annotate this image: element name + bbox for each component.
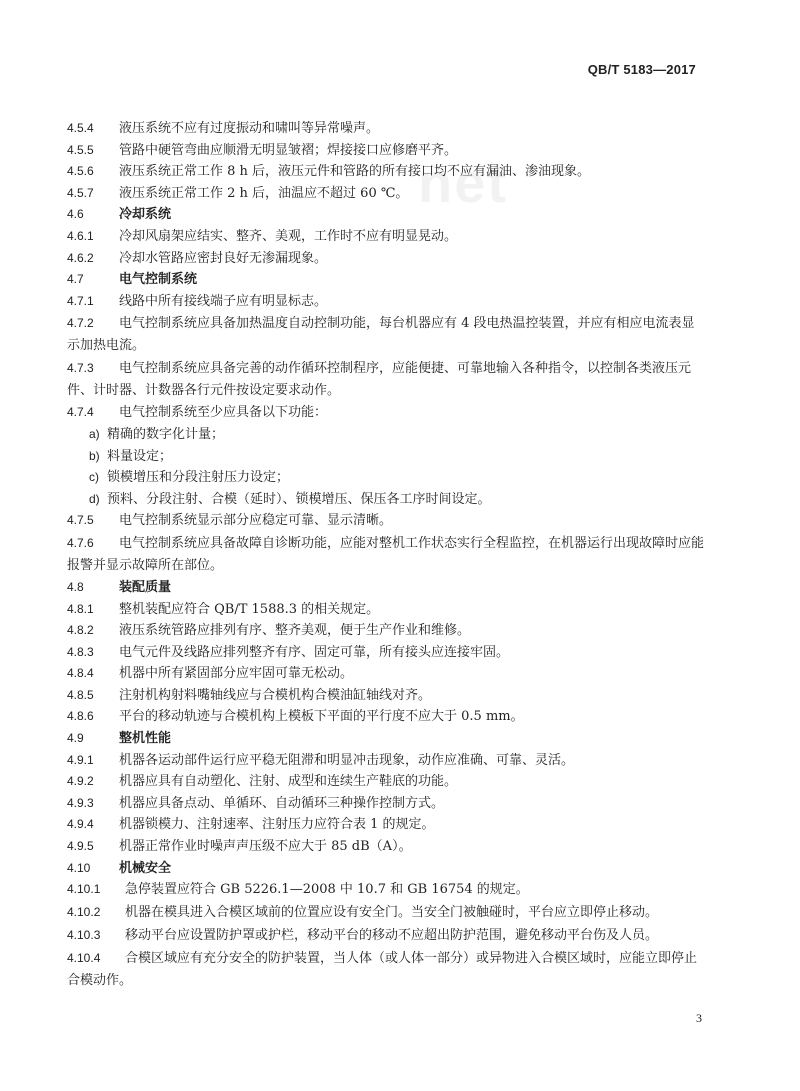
clause-4-5-6 [67,161,707,183]
clause-4-9-1 [67,750,707,772]
clause-4-8-5 [67,685,707,707]
clause-4-10-2 [67,901,707,924]
clause-text: 急停装置应符合 GB 5226.1—2008 中 10.7 和 GB 16754 的规定。 [125,882,529,898]
section-heading-4-8 [67,577,707,599]
list-label: d) [89,491,100,506]
clause-4-10-4 [67,947,707,992]
clause-number: 4.7.6 [67,535,94,550]
clause-number: 4.6.2 [67,250,94,265]
clause-4-7-2 [67,312,707,357]
clause-text: 电气控制系统应具备完善的动作循环控制程序，应能便捷、可靠地输入各种指令，以控制各类液压元件、计时器、计数器各行元件按设定要求动作。 [67,361,692,399]
section-heading-4-7 [67,269,707,291]
clause-4-8-4 [67,663,707,685]
clause-text: 机器正常作业时噪声声压级不应大于 85 dB（A）。 [119,839,412,855]
clause-text: 管路中硬管弯曲应顺滑无明显皱褶；焊接接口应修磨平齐。 [119,142,458,158]
clause-number: 4.9.1 [67,752,94,767]
list-item-b [67,446,707,468]
clause-number: 4.8.5 [67,687,94,702]
clause-4-5-7 [67,183,707,205]
clause-number: 4.9.4 [67,817,94,832]
list-text: 锁模增压和分段注射压力设定； [107,470,290,486]
clause-text: 电气控制系统应具备故障自诊断功能，应能对整机工作状态实行全程监控，在机器运行出现故障时应能报警并显示故障所在部位。 [67,535,705,573]
section-title: 装配质量 [119,579,172,595]
clause-4-6-1 [67,226,707,248]
clause-text: 液压系统正常工作 8 h 后，液压元件和管路的所有接口均不应有漏油、渗油现象。 [119,164,591,180]
clause-4-8-1 [67,599,707,621]
list-item-c [67,467,707,489]
clause-4-9-3 [67,793,707,815]
clause-number: 4.10.2 [67,904,101,919]
clause-number: 4.8.6 [67,709,94,724]
clause-text: 液压系统正常工作 2 h 后，油温应不超过 60 ℃。 [119,185,409,201]
clause-number: 4.8.1 [67,601,94,616]
clause-text: 液压系统不应有过度振动和啸叫等异常噪声。 [119,121,380,136]
section-number: 4.6 [67,207,84,222]
clause-4-7-3 [67,357,707,402]
clause-text: 液压系统管路应排列有序、整齐美观，便于生产作业和维修。 [119,623,471,639]
section-number: 4.7 [67,272,84,287]
clause-text: 机器中所有紧固部分应牢固可靠无松动。 [119,666,354,682]
clause-text: 冷却风扇架应结实、整齐、美观，工作时不应有明显晃动。 [119,228,458,244]
clause-text: 注射机构射料嘴轴线应与合模机构合模油缸轴线对齐。 [119,687,432,703]
section-title: 整机性能 [119,731,172,747]
clause-text: 平台的移动轨迹与合模机构上模板下平面的平行度不应大于 0.5 mm。 [119,709,524,725]
list-label: b) [89,448,100,463]
clause-4-7-6 [67,532,707,577]
clause-number: 4.10.4 [67,950,101,965]
clause-number: 4.10.3 [67,927,101,942]
clause-4-9-4 [67,814,707,836]
clause-text: 整机装配应符合 QB/T 1588.3 的相关规定。 [119,601,380,617]
clause-text: 冷却水管路应密封良好无渗漏现象。 [119,250,328,266]
clause-number: 4.7.2 [67,316,94,331]
list-text: 预料、分段注射、合模（延时）、锁模增压、保压各工序时间设定。 [107,491,491,507]
clause-4-6-2 [67,248,707,270]
clause-text: 电气元件及线路应排列整齐有序、固定可靠，所有接头应连接牢固。 [119,644,510,660]
clause-4-8-3 [67,642,707,664]
list-item-a [67,424,707,446]
clause-number: 4.9.2 [67,774,94,789]
list-text: 精确的数字化计量； [107,426,225,442]
section-heading-4-10 [67,858,707,880]
clause-number: 4.7.1 [67,293,94,308]
clause-4-9-5 [67,836,707,858]
clause-text: 机器应具备点动、单循环、自动循环三种操作控制方式。 [119,795,445,811]
clause-4-8-2 [67,620,707,642]
clause-number: 4.7.3 [67,361,94,376]
clause-4-10-3 [67,924,707,947]
clause-text: 合模区域应有充分安全的防护装置，当人体（或人体一部分）或异物进入合模区域时，应能立即停止合模动作。 [67,950,698,988]
clause-number: 4.5.5 [67,142,94,157]
clause-4-9-2 [67,771,707,793]
clause-text: 电气控制系统显示部分应稳定可靠、显示清晰。 [119,513,393,529]
list-label: c) [89,470,99,485]
watermark: net [418,151,508,214]
page-number: 3 [696,1011,702,1025]
clause-4-8-6 [67,706,707,728]
clause-number: 4.8.3 [67,644,94,659]
clause-text: 移动平台应设置防护罩或护栏，移动平台的移动不应超出防护范围，避免移动平台伤及人员。 [125,927,659,943]
clause-number: 4.7.5 [67,513,94,528]
clause-4-5-4 [67,118,707,140]
clause-number: 4.5.6 [67,164,94,179]
list-item-d [67,489,707,511]
section-number: 4.10 [67,860,91,875]
section-number: 4.8 [67,579,84,594]
clause-number: 4.8.2 [67,623,94,638]
clause-text: 线路中所有接线端子应有明显标志。 [119,293,328,309]
clause-text: 机器锁模力、注射速率、注射压力应符合表 1 的规定。 [119,817,435,833]
document-body [67,118,707,992]
list-label: a) [89,426,100,441]
clause-number: 4.5.7 [67,185,94,200]
section-title: 冷却系统 [119,207,172,223]
clause-4-7-5 [67,510,707,532]
clause-number: 4.7.4 [67,405,94,420]
section-heading-4-6 [67,204,707,226]
clause-text: 电气控制系统至少应具备以下功能： [119,405,328,421]
clause-number: 4.8.4 [67,666,94,681]
clause-text: 机器各运动部件运行应平稳无阻滞和明显冲击现象，动作应准确、可靠、灵活。 [119,752,575,768]
clause-text: 电气控制系统应具备加热温度自动控制功能，每台机器应有 4 段电热温控装置，并应有相应电流表显示加热电流。 [67,316,695,354]
clause-number: 4.5.4 [67,121,94,135]
clause-4-10-1 [67,879,707,901]
clause-number: 4.6.1 [67,228,94,243]
clause-text: 机器应具有自动塑化、注射、成型和连续生产鞋底的功能。 [119,774,458,790]
list-text: 料量设定； [107,448,173,464]
section-title: 电气控制系统 [119,272,198,288]
standard-code: QB/T 5183—2017 [587,62,696,77]
section-title: 机械安全 [119,860,172,876]
clause-4-7-1 [67,291,707,313]
section-heading-4-9 [67,728,707,750]
clause-number: 4.10.1 [67,882,101,897]
section-number: 4.9 [67,731,84,746]
clause-text: 机器在模具进入合模区域前的位置应设有安全门。当安全门被触碰时，平台应立即停止移动。 [125,904,659,920]
clause-number: 4.9.5 [67,839,94,854]
clause-4-5-5 [67,140,707,162]
clause-number: 4.9.3 [67,795,94,810]
clause-4-7-4 [67,402,707,424]
